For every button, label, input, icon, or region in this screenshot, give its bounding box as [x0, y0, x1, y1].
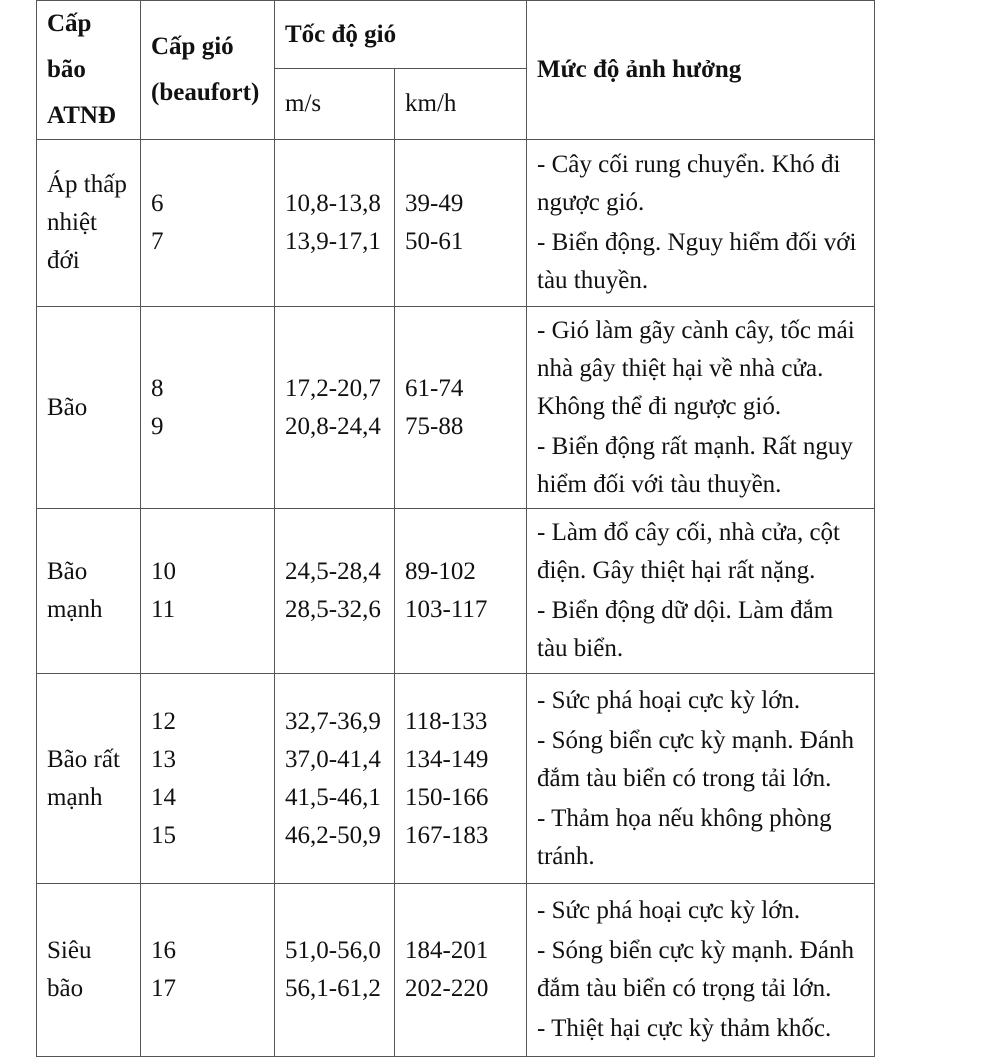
speed-kmh-value: 103-117 [405, 596, 488, 623]
speed-kmh-cell [395, 140, 527, 307]
header-storm-level: Cấp bão ATNĐ [37, 1, 141, 140]
beaufort-cell [141, 307, 275, 509]
impact-line: - Thảm họa nếu không phòng tránh. [537, 804, 832, 870]
impact-cell [527, 140, 875, 307]
speed-ms-value: 46,2-50,9 [285, 821, 381, 849]
beaufort-cell [141, 674, 275, 884]
speed-kmh-cell [395, 674, 527, 884]
impact-line: - Sức phá hoại cực kỳ lớn. [537, 897, 801, 924]
storm-level-cell [37, 884, 141, 1057]
speed-ms-value: 37,0-41,4 [285, 745, 381, 773]
storm-level-cell [37, 674, 141, 884]
speed-kmh-value: 118-133 [405, 707, 488, 735]
storm-level-name: Bão [47, 558, 88, 585]
speed-kmh-cell [395, 509, 527, 674]
speed-ms-value: 24,5-28,4 [285, 558, 381, 585]
speed-kmh-value: 184-201 [405, 937, 489, 964]
speed-kmh-value: 134-149 [405, 745, 489, 773]
storm-level-name: mạnh [47, 783, 103, 811]
impact-line: - Làm đổ cây cối, nhà cửa, cột điện. Gây thiệt hại rất nặng. [537, 519, 841, 584]
table-row [37, 674, 875, 884]
speed-kmh-cell [395, 307, 527, 509]
storm-level-name: mạnh [47, 596, 103, 623]
speed-ms-value: 17,2-20,7 [285, 374, 381, 402]
table-row [37, 884, 875, 1057]
beaufort-value: 9 [151, 412, 164, 440]
speed-ms-value: 32,7-36,9 [285, 707, 381, 735]
beaufort-value: 8 [151, 374, 164, 402]
speed-ms-value: 51,0-56,0 [285, 937, 381, 964]
impact-line: - Sóng biển cực kỳ mạnh. Đánh đắm tàu biển có trong tải lớn. [537, 726, 854, 792]
speed-ms-cell [275, 674, 395, 884]
table-row [37, 509, 875, 674]
speed-ms-cell [275, 307, 395, 509]
speed-ms-value: 10,8-13,8 [285, 190, 381, 217]
beaufort-value: 10 [151, 558, 176, 585]
impact-line: - Sức phá hoại cực kỳ lớn. [537, 686, 801, 714]
impact-cell [527, 509, 875, 674]
header-kmh: km/h [395, 69, 527, 140]
beaufort-cell [141, 884, 275, 1057]
beaufort-value: 13 [151, 745, 176, 773]
impact-cell [527, 884, 875, 1057]
beaufort-value: 14 [151, 783, 176, 811]
impact-line: - Thiệt hại cực kỳ thảm khốc. [537, 1015, 832, 1042]
storm-scale-table [36, 0, 875, 1057]
header-ms: m/s [275, 69, 395, 140]
speed-kmh-value: 150-166 [405, 783, 489, 811]
speed-ms-cell [275, 140, 395, 307]
storm-level-cell [37, 140, 141, 307]
header-beaufort: Cấp gió (beaufort) [141, 1, 275, 140]
impact-line: - Sóng biển cực kỳ mạnh. Đánh đắm tàu biển có trọng tải lớn. [537, 937, 854, 1002]
speed-kmh-cell [395, 884, 527, 1057]
storm-level-name: nhiệt đới [47, 209, 97, 274]
storm-level-name: Bão rất [47, 745, 120, 773]
header-wind-speed: Tốc độ gió [275, 1, 527, 69]
storm-level-name: Áp thấp [47, 171, 127, 198]
beaufort-value: 17 [151, 975, 176, 1002]
impact-line: - Biển động rất mạnh. Rất nguy hiểm đối với tàu thuyền. [537, 432, 853, 498]
speed-ms-value: 56,1-61,2 [285, 975, 381, 1002]
header-impact: Mức độ ảnh hưởng [527, 1, 875, 140]
storm-level-name: Bão [47, 393, 88, 421]
storm-table-wrapper [36, 0, 875, 1057]
speed-kmh-value: 89-102 [405, 558, 476, 585]
speed-ms-cell [275, 884, 395, 1057]
speed-ms-value: 28,5-32,6 [285, 596, 381, 623]
beaufort-value: 12 [151, 707, 176, 735]
beaufort-value: 6 [151, 190, 164, 217]
speed-ms-cell [275, 509, 395, 674]
speed-kmh-value: 39-49 [405, 190, 464, 217]
beaufort-value: 16 [151, 937, 176, 964]
storm-level-name: Siêu bão [47, 937, 92, 1002]
impact-line: - Gió làm gãy cành cây, tốc mái nhà gây thiệt hại về nhà cửa. Không thể đi ngược gió. [537, 316, 855, 420]
header-row [37, 1, 875, 69]
impact-line: - Cây cối rung chuyển. Khó đi ngược gió. [537, 151, 841, 216]
beaufort-value: 7 [151, 228, 164, 255]
impact-line: - Biển động dữ dội. Làm đắm tàu biển. [537, 597, 834, 662]
table-row [37, 307, 875, 509]
storm-level-cell [37, 307, 141, 509]
beaufort-value: 15 [151, 821, 176, 849]
speed-kmh-value: 50-61 [405, 228, 464, 255]
speed-kmh-value: 61-74 [405, 374, 464, 402]
speed-ms-value: 13,9-17,1 [285, 228, 381, 255]
speed-ms-value: 20,8-24,4 [285, 412, 381, 440]
impact-line: - Biển động. Nguy hiểm đối với tàu thuyền. [537, 229, 857, 294]
beaufort-cell [141, 140, 275, 307]
beaufort-value: 11 [151, 596, 176, 623]
speed-ms-value: 41,5-46,1 [285, 783, 381, 811]
speed-kmh-value: 202-220 [405, 975, 489, 1002]
speed-kmh-value: 167-183 [405, 821, 489, 849]
speed-kmh-value: 75-88 [405, 412, 464, 440]
storm-level-cell [37, 509, 141, 674]
impact-cell [527, 307, 875, 509]
table-row [37, 140, 875, 307]
beaufort-cell [141, 509, 275, 674]
impact-cell [527, 674, 875, 884]
